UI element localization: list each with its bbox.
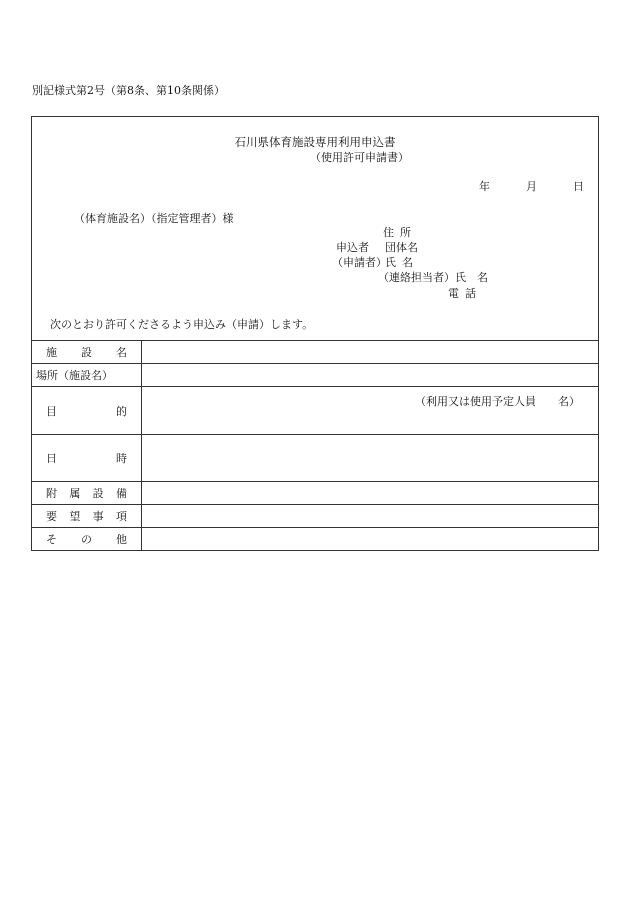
label-char: 日 xyxy=(46,452,57,465)
form-title: 石川県体育施設専用利用申込書 xyxy=(234,135,396,149)
address-label: 住所 xyxy=(383,226,417,239)
label-char: 要 xyxy=(46,510,57,523)
label-char: 設 xyxy=(92,487,104,500)
purpose-field[interactable] xyxy=(142,387,599,435)
row-label-facility-name xyxy=(32,341,142,364)
label-char: 設 xyxy=(81,346,92,359)
form-subtitle: （使用許可申請書） xyxy=(310,151,409,164)
label-char: 属 xyxy=(69,487,81,500)
label-char: の xyxy=(81,533,92,546)
table-row xyxy=(32,528,599,551)
table-row xyxy=(32,505,599,528)
label-char: そ xyxy=(46,533,57,546)
label-text: 場所（施設名） xyxy=(36,369,113,382)
row-label-equipment xyxy=(32,482,142,505)
equipment-field[interactable] xyxy=(142,482,599,505)
application-table xyxy=(31,340,599,551)
table-row xyxy=(32,341,599,364)
name-label: 氏名 xyxy=(385,256,419,269)
facility-name-field[interactable] xyxy=(142,341,599,364)
table-row xyxy=(32,387,599,435)
label-char: 時 xyxy=(116,452,127,465)
row-label-location xyxy=(32,364,142,387)
requests-field[interactable] xyxy=(142,505,599,528)
label-char: 備 xyxy=(115,487,127,500)
row-label-other xyxy=(32,528,142,551)
phone-label: 電話 xyxy=(448,287,482,300)
expected-attendance-note: （利用又は使用予定人員 名） xyxy=(415,395,580,408)
label-char: 項 xyxy=(115,510,127,523)
row-label-requests xyxy=(32,505,142,528)
table-row xyxy=(32,364,599,387)
date-day-label: 日 xyxy=(573,180,584,193)
label-char: 目 xyxy=(46,404,57,418)
label-char: 名 xyxy=(116,346,127,359)
other-field[interactable] xyxy=(142,528,599,551)
applicant-label: 申込者 xyxy=(336,241,369,254)
application-form xyxy=(31,116,599,551)
organization-label: 団体名 xyxy=(385,241,418,254)
label-char: 的 xyxy=(116,404,127,418)
contact-name-label: 氏 名 xyxy=(455,271,488,284)
contact-person-label: （連絡担当者） xyxy=(378,271,455,284)
label-char: 事 xyxy=(92,510,104,523)
datetime-field[interactable] xyxy=(142,435,599,482)
label-char: 他 xyxy=(116,533,127,546)
date-month-label: 月 xyxy=(526,180,537,193)
label-char: 望 xyxy=(69,510,81,523)
addressee: （体育施設名）（指定管理者）様 xyxy=(74,212,234,225)
requester-label: （申請者） xyxy=(332,256,387,269)
date-year-label: 年 xyxy=(479,180,490,193)
location-field[interactable] xyxy=(142,364,599,387)
table-row xyxy=(32,482,599,505)
table-row xyxy=(32,435,599,482)
label-char: 附 xyxy=(46,487,57,500)
request-statement: 次のとおり許可くださるよう申込み（申請）します。 xyxy=(50,318,314,331)
row-label-datetime xyxy=(32,435,142,482)
row-label-purpose xyxy=(32,387,142,435)
label-char: 施 xyxy=(46,346,57,359)
form-reference: 別記様式第2号（第8条、第10条関係） xyxy=(32,84,225,97)
